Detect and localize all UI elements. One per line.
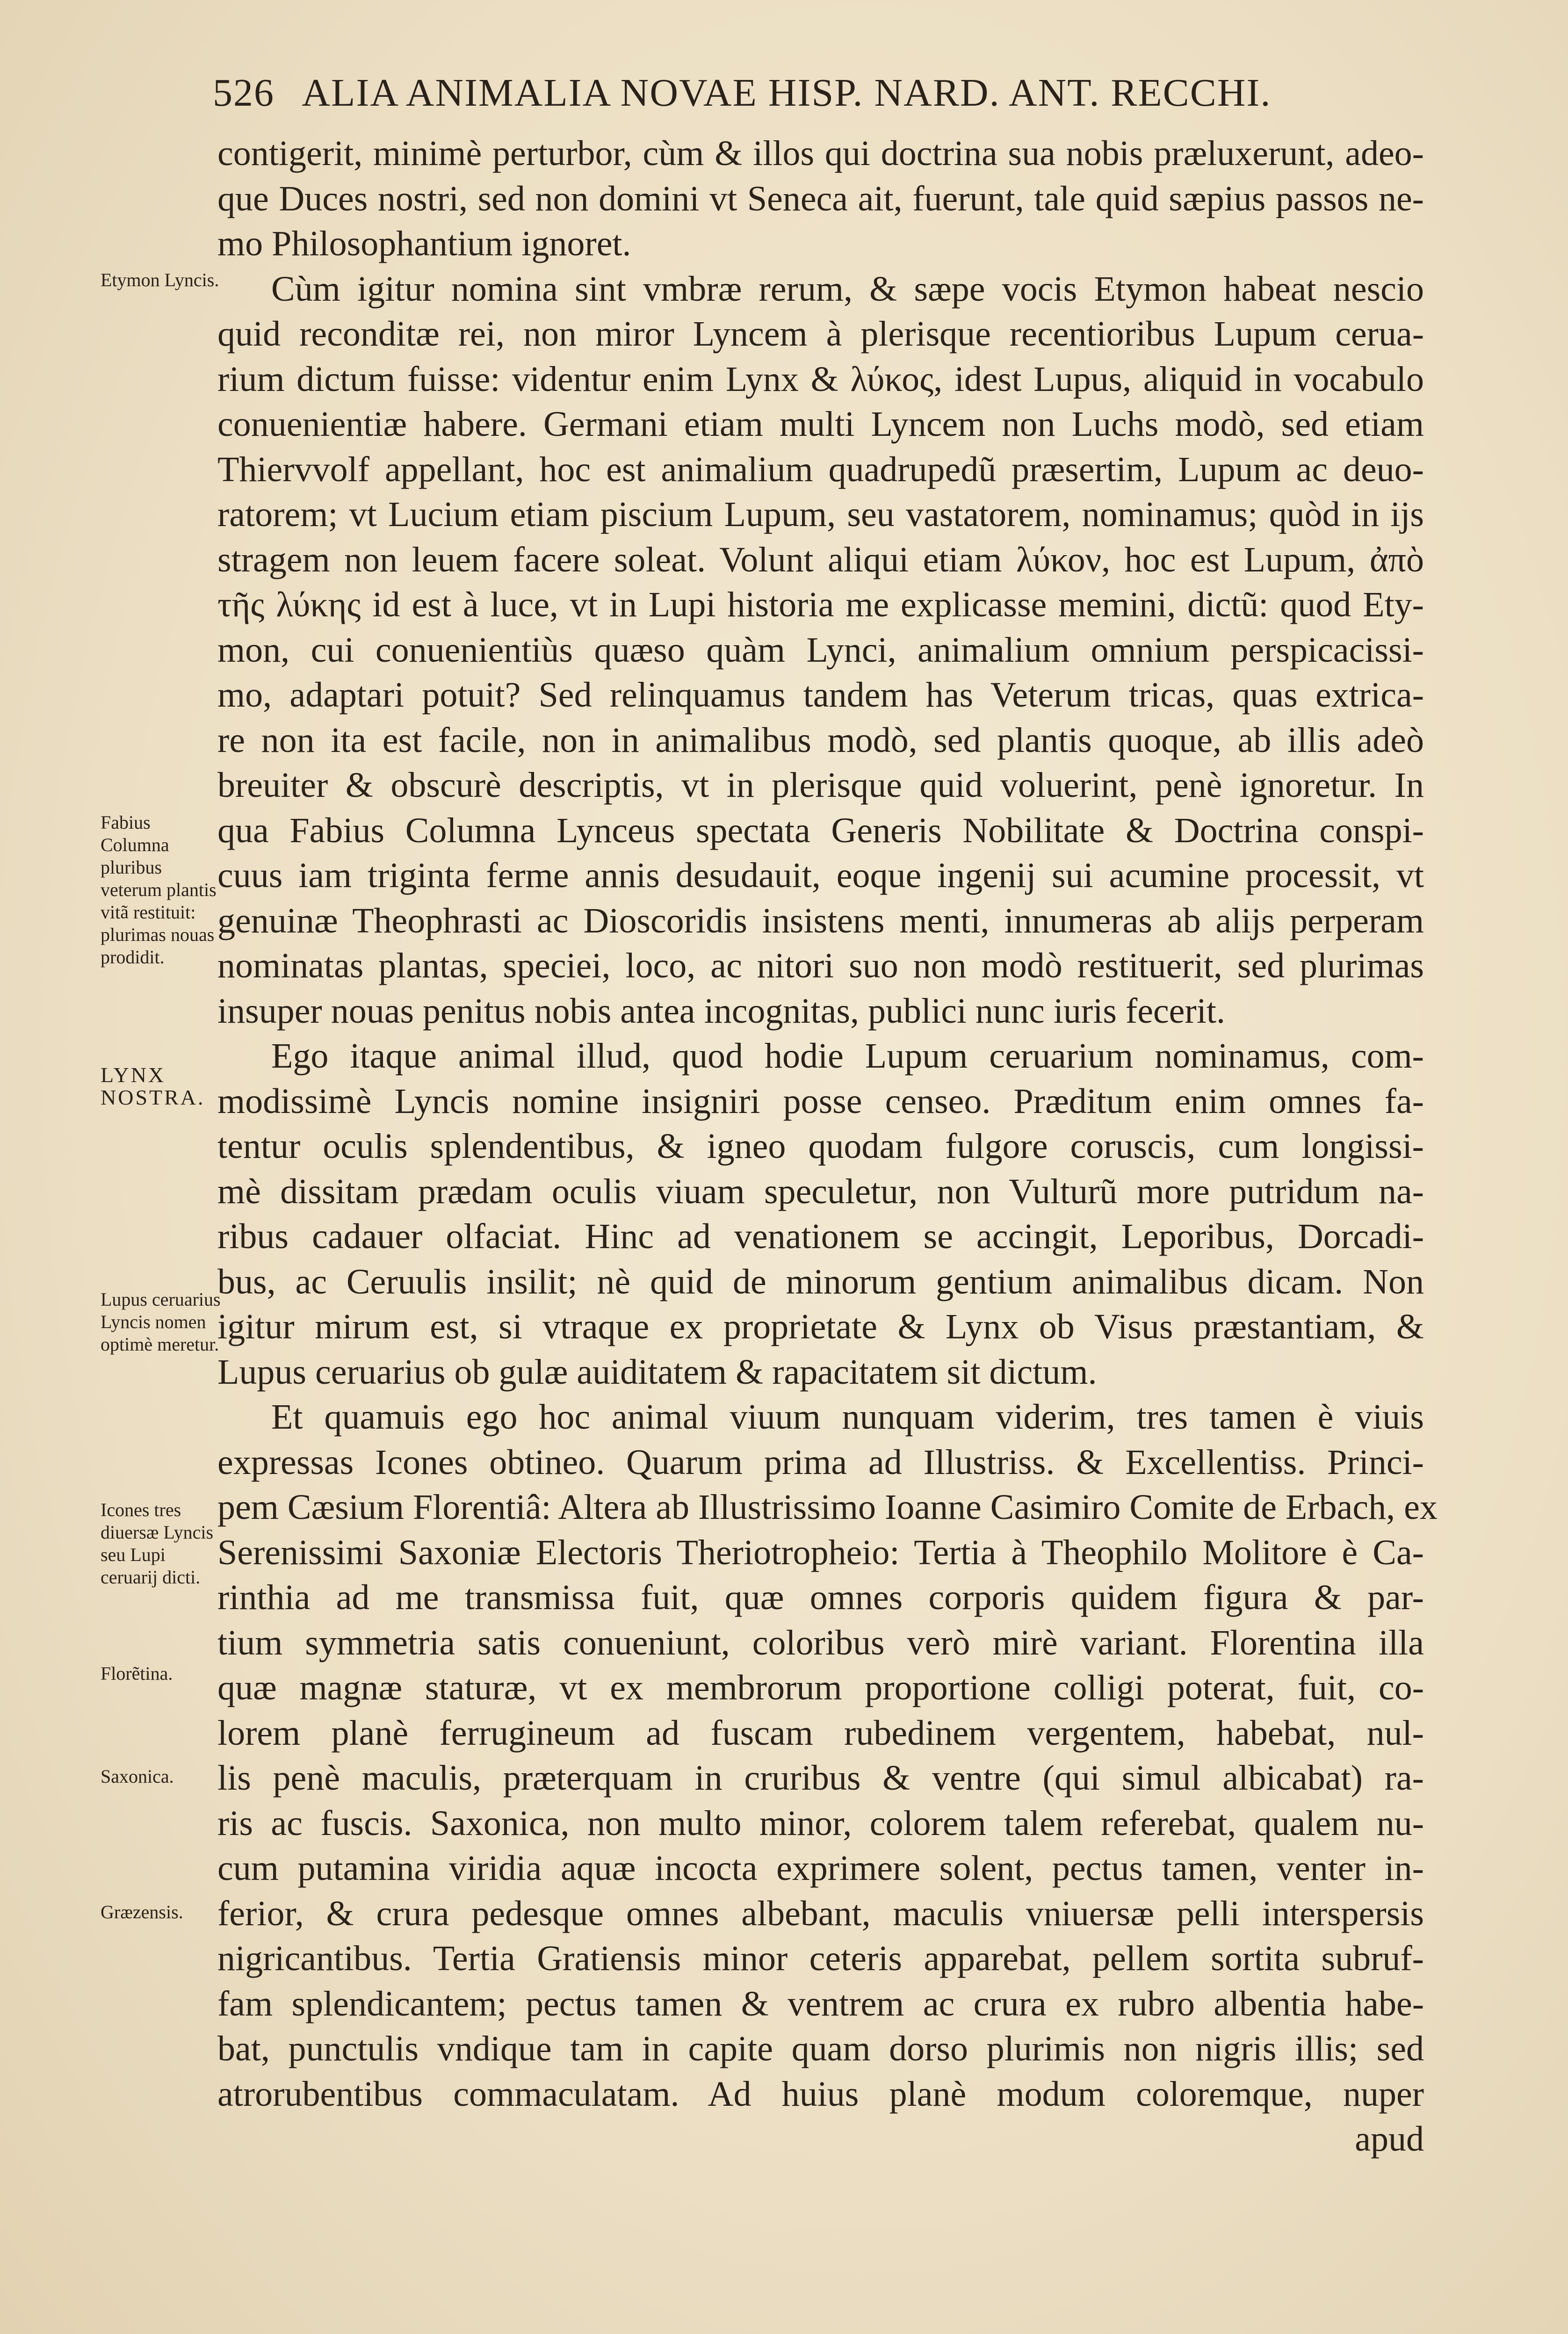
text-line: genuinæ Theophrasti ac Dioscoridis insistens menti, innumeras ab alijs perperam: [217, 901, 1424, 940]
text-line: lorem planè ferrugineum ad fuscam rubedinem vergentem, habebat, nul-: [217, 1713, 1424, 1753]
text-line: expressas Icones obtineo. Quarum prima ad Illustriss. & Excellentiss. Princi-: [217, 1442, 1424, 1482]
text-line: que Duces nostri, sed non domini vt Seneca ait, fuerunt, tale quid sæpius passos ne-: [217, 179, 1424, 218]
catchword: apud: [1355, 2119, 1424, 2159]
text-line: quid reconditæ rei, non miror Lyncem à plerisque recentioribus Lupum cerua-: [217, 314, 1424, 354]
text-line: rium dictum fuisse: videntur enim Lynx & λύκος, idest Lupus, aliquid in vocabulo: [217, 359, 1424, 399]
text-line: qua Fabius Columna Lynceus spectata Generis Nobilitate & Doctrina conspi-: [217, 810, 1424, 850]
text-line: Cùm igitur nomina sint vmbræ rerum, & sæpe vocis Etymon habeat nescio: [271, 269, 1424, 309]
text-line: fam splendicantem; pectus tamen & ventrem ac crura ex rubro albentia habe-: [217, 1984, 1424, 2023]
text-line: conuenientiæ habere. Germani etiam multi Lyncem non Luchs modò, sed etiam: [217, 405, 1424, 444]
text-line: nigricantibus. Tertia Gratiensis minor ceteris apparebat, pellem sortita subruf-: [217, 1939, 1424, 1978]
running-title: ALIA ANIMALIA NOVAE HISP. NARD. ANT. RECCHI.: [302, 71, 1272, 115]
text-line: bus, ac Ceruulis insilit; nè quid de minorum gentium animalibus dicam. Non: [217, 1262, 1424, 1301]
text-line: lis penè maculis, præterquam in cruribus & ventre (qui simul albicabat) ra-: [217, 1758, 1424, 1798]
text-line: tium symmetria satis conueniunt, coloribus verò mirè variant. Florentina illa: [217, 1623, 1424, 1662]
margin-note-lynx-nostra: LYNX NOSTRA.: [101, 1063, 205, 1109]
text-line: cum putamina viridia aquæ incocta exprimere solent, pectus tamen, venter in-: [217, 1849, 1424, 1888]
text-line: mè dissitam prædam oculis viuam speculetur, non Vulturũ more putridum na-: [217, 1171, 1424, 1211]
text-line: mo, adaptari potuit? Sed relinquamus tandem has Veterum tricas, quas extrica-: [217, 675, 1424, 715]
margin-note-saxonica: Saxonica.: [101, 1766, 174, 1787]
text-line: cuus iam triginta ferme annis desudauit, eoque ingenij sui acumine processit, vt: [217, 856, 1424, 895]
text-line: Serenissimi Saxoniæ Electoris Theriotropheio: Tertia à Theophilo Molitore è Ca-: [217, 1532, 1424, 1572]
text-line: ris ac fuscis. Saxonica, non multo minor, colorem talem referebat, qualem nu-: [217, 1803, 1424, 1843]
margin-note-graecensis: Græzensis.: [101, 1901, 183, 1922]
text-line: quæ magnæ staturæ, vt ex membrorum proportione colligi poterat, fuit, co-: [217, 1668, 1424, 1707]
page-header: [213, 70, 1410, 116]
body-text: [217, 131, 1438, 2162]
text-line: Lupus ceruarius ob gulæ auiditatem & rapacitatem sit dictum.: [217, 1352, 1097, 1392]
text-line: re non ita est facile, non in animalibus modò, sed plantis quoque, ab illis adeò: [217, 720, 1424, 760]
text-line: mon, cui conuenientiùs quæso quàm Lynci, animalium omnium perspicacissi-: [217, 630, 1424, 670]
text-line: stragem non leuem facere soleat. Volunt aliqui etiam λύκον, hoc est Lupum, ἀπὸ: [217, 540, 1424, 579]
text-line: Et quamuis ego hoc animal viuum nunquam viderim, tres tamen è viuis: [271, 1397, 1424, 1437]
text-line: modissimè Lyncis nomine insigniri posse censeo. Præditum enim omnes fa-: [217, 1081, 1424, 1121]
text-line: igitur mirum est, si vtraque ex proprietate & Lynx ob Visus præstantiam, &: [217, 1307, 1424, 1346]
text-line: ribus cadauer olfaciat. Hinc ad venationem se accingit, Leporibus, Dorcadi-: [217, 1217, 1424, 1256]
margin-note-fabius: Fabius Columna pluribus veterum plantis vitã restituit: plurimas nouas prodidit.: [101, 812, 217, 968]
margin-note-etymon: Etymon Lyncis.: [101, 269, 219, 290]
text-line: nominatas plantas, speciei, loco, ac nitori suo non modò restituerit, sed plurimas: [217, 946, 1424, 985]
text-line: rinthia ad me transmissa fuit, quæ omnes corporis quidem figura & par-: [217, 1578, 1424, 1617]
text-line: breuiter & obscurè descriptis, vt in plerisque quid voluerint, penè ignoretur. In: [217, 766, 1424, 805]
margin-note-icones: Icones tres diuersæ Lyncis seu Lupi ceruarij dicti.: [101, 1499, 214, 1588]
text-line: ferior, & crura pedesque omnes albebant, maculis vniuersæ pelli interspersis: [217, 1893, 1424, 1933]
margin-note-lupus: Lupus ceruarius Lyncis nomen optimè meretur.: [101, 1289, 221, 1355]
text-line: Ego itaque animal illud, quod hodie Lupum ceruarium nominamus, com-: [271, 1036, 1424, 1076]
text-line: ratorem; vt Lucium etiam piscium Lupum, seu vastatorem, nominamus; quòd in ijs: [217, 495, 1424, 534]
text-line: Thiervvolf appellant, hoc est animalium quadrupedũ præsertim, Lupum ac deuo-: [217, 449, 1424, 489]
text-line: τῆς λύκης id est à luce, vt in Lupi historia me explicasse memini, dictũ: quod Ety-: [217, 585, 1424, 624]
text-line: tentur oculis splendentibus, & igneo quodam fulgore coruscis, cum longissi-: [217, 1127, 1424, 1166]
text-line: contigerit, minimè perturbor, cùm & illos qui doctrina sua nobis præluxerunt, adeo-: [217, 134, 1424, 173]
text-line: bat, punctulis vndique tam in capite quam dorso plurimis non nigris illis; sed: [217, 2029, 1424, 2068]
text-line: atrorubentibus commaculatam. Ad huius planè modum coloremque, nuper: [217, 2074, 1424, 2114]
text-line: pem Cæsium Florentiâ: Altera ab Illustrissimo Ioanne Casimiro Comite de Erbach, ex: [217, 1488, 1438, 1527]
page-number: 526: [213, 71, 275, 115]
text-line: insuper nouas penitus nobis antea incognitas, publici nunc iuris fecerit.: [217, 991, 1225, 1031]
margin-note-florentina: Florẽtina.: [101, 1663, 173, 1684]
text-line: mo Philosophantium ignoret.: [217, 224, 631, 263]
